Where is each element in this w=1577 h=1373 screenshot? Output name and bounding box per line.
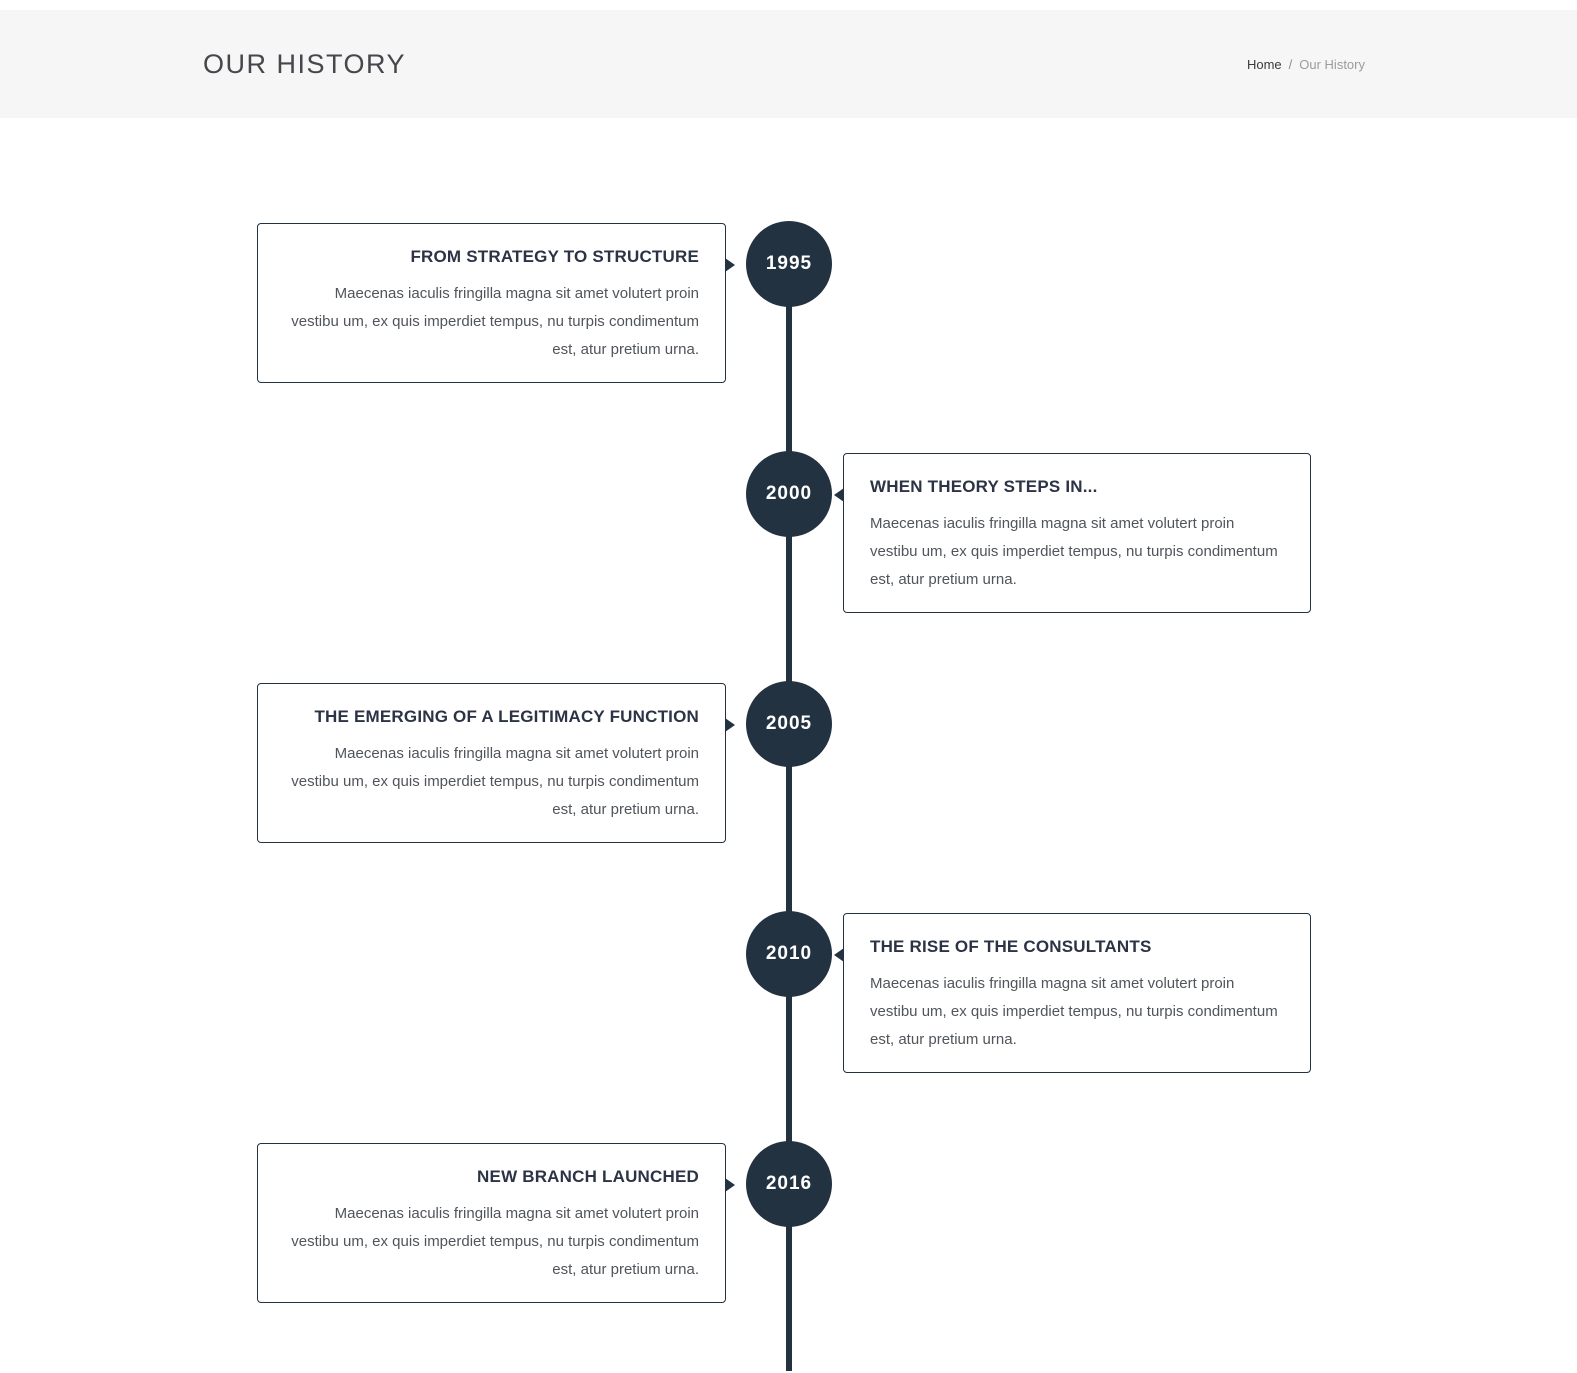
timeline-card-body: Maecenas iaculis fringilla magna sit amet volutert proin vestibu um, ex quis imperdiet tempus, nu turpis condimentum est, atur pretium urna. (870, 975, 1278, 1048)
timeline-year-label: 2005 (765, 713, 813, 734)
breadcrumb-home-link[interactable]: Home (1246, 56, 1282, 72)
timeline-card-title: NEW BRANCH LAUNCHED (477, 1167, 699, 1186)
timeline-year-label: 2010 (765, 943, 813, 964)
breadcrumb (1247, 57, 1365, 72)
timeline-card-body: Maecenas iaculis fringilla magna sit amet volutert proin vestibu um, ex quis imperdiet tempus, nu turpis condimentum est, atur pretium urna. (870, 515, 1278, 588)
card-arrow-icon (725, 258, 735, 272)
timeline-card-body: Maecenas iaculis fringilla magna sit amet volutert proin vestibu um, ex quis imperdiet tempus, nu turpis condimentum est, atur pretium urna. (291, 285, 699, 358)
breadcrumb-separator: / (1288, 56, 1293, 72)
timeline-item (0, 913, 1577, 1143)
history-timeline (0, 118, 1577, 1371)
timeline-item (0, 453, 1577, 683)
timeline-card-body: Maecenas iaculis fringilla magna sit amet volutert proin vestibu um, ex quis imperdiet tempus, nu turpis condimentum est, atur pretium urna. (291, 745, 699, 818)
timeline-items (0, 118, 1577, 1373)
timeline-year-badge (746, 681, 832, 767)
breadcrumb-current: Our History (1299, 56, 1365, 72)
page-title: OUR HISTORY (203, 48, 407, 79)
timeline-card (843, 453, 1311, 613)
card-arrow-icon (725, 1178, 735, 1192)
timeline-card (257, 223, 726, 383)
card-arrow-icon (834, 488, 844, 502)
card-arrow-icon (725, 718, 735, 732)
timeline-year-label: 2000 (765, 483, 813, 504)
timeline-year-badge (746, 451, 832, 537)
timeline-year-label: 1995 (765, 253, 813, 274)
timeline-card-title: WHEN THEORY STEPS IN... (870, 477, 1098, 496)
timeline-year-badge (746, 221, 832, 307)
timeline-item (0, 1143, 1577, 1373)
timeline-card-title: THE RISE OF THE CONSULTANTS (870, 937, 1152, 956)
timeline-card (257, 683, 726, 843)
timeline-year-label: 2016 (765, 1173, 813, 1194)
timeline-card (257, 1143, 726, 1303)
timeline-card-body: Maecenas iaculis fringilla magna sit amet volutert proin vestibu um, ex quis imperdiet tempus, nu turpis condimentum est, atur pretium urna. (291, 1205, 699, 1278)
timeline-card (843, 913, 1311, 1073)
timeline-item (0, 683, 1577, 913)
card-arrow-icon (834, 948, 844, 962)
header-inner (0, 49, 1577, 80)
timeline-item (0, 223, 1577, 453)
timeline-year-badge (746, 911, 832, 997)
timeline-card-title: THE EMERGING OF A LEGITIMACY FUNCTION (314, 707, 699, 726)
timeline-year-badge (746, 1141, 832, 1227)
page-header (0, 10, 1577, 118)
timeline-card-title: FROM STRATEGY TO STRUCTURE (410, 247, 699, 266)
